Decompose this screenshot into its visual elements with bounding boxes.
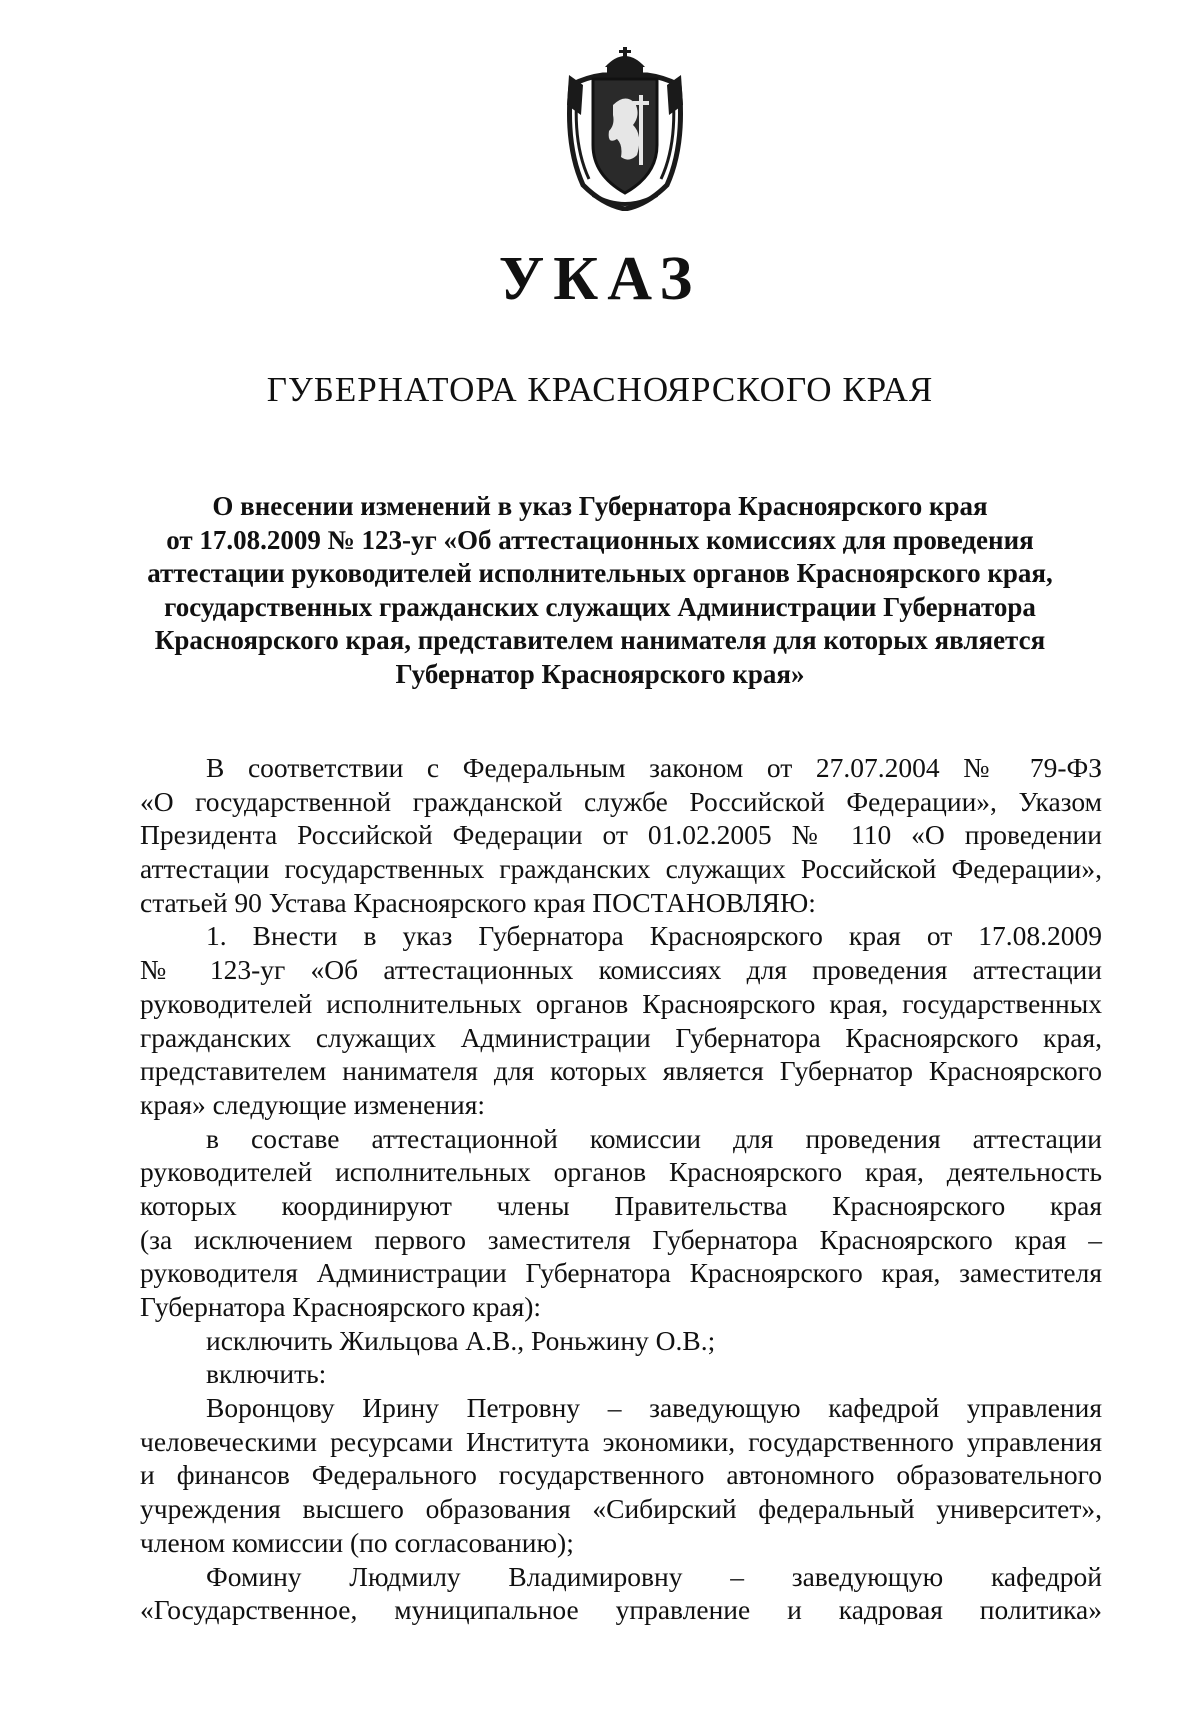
heading-line: от 17.08.2009 № 123-уг «Об аттестационных комиссиях для проведения (166, 524, 1034, 555)
body-line: «О государственной гражданской службе Российской Федерации», Указом (140, 785, 1102, 817)
heading-line: Красноярского края, представителем нанимателя для которых является (154, 625, 1046, 655)
document-body (140, 751, 1102, 1627)
body-line: в составе аттестационной комиссии для проведения аттестации (206, 1122, 1102, 1154)
body-line: В соответствии с Федеральным законом от 27.07.2004 № 79-ФЗ (206, 752, 1102, 783)
heading-line: аттестации руководителей исполнительных органов Красноярского края, (147, 558, 1053, 588)
body-line: Воронцову Ирину Петровну – заведующую кафедрой управления (206, 1392, 1102, 1424)
body-line: членом комиссии (по согласованию); (140, 1526, 574, 1558)
body-line: человеческими ресурсами Института экономики, государственного управления (140, 1425, 1102, 1457)
body-line: (за исключением первого заместителя Губернатора Красноярского края – (140, 1223, 1102, 1255)
body-line: руководителей исполнительных органов Красноярского края, деятельность (140, 1156, 1102, 1188)
body-line: которых координируют члены Правительства Красноярского края (140, 1189, 1102, 1221)
document-title: УКАЗ (498, 245, 702, 313)
body-line: и финансов Федерального государственного автономного образовательного (140, 1459, 1102, 1491)
heading-line: О внесении изменений в указ Губернатора Красноярского края (212, 491, 988, 521)
body-line: гражданских служащих Администрации Губернатора Красноярского края, (140, 1021, 1102, 1053)
body-line: 1. Внести в указ Губернатора Красноярского края от 17.08.2009 (206, 920, 1102, 952)
body-line: аттестации государственных гражданских служащих Российской Федерации», (140, 853, 1102, 885)
body-line: руководителей исполнительных органов Красноярского края, государственных (140, 987, 1102, 1019)
body-line: представителем нанимателя для которых является Губернатор Красноярского (140, 1055, 1102, 1087)
body-line: «Государственное, муниципальное управление и кадровая политика» (140, 1594, 1102, 1626)
body-line: Фомину Людмилу Владимировну – заведующую кафедрой (206, 1560, 1102, 1592)
heading-line: Губернатор Красноярского края» (395, 658, 805, 689)
body-line: № 123-уг «Об аттестационных комиссиях для проведения аттестации (140, 954, 1102, 986)
body-line: учреждения высшего образования «Сибирский федеральный университет», (140, 1493, 1102, 1525)
heading-line: государственных гражданских служащих Администрации Губернатора (164, 591, 1036, 622)
body-line: исключить Жильцова А.В., Роньжину О.В.; (206, 1324, 716, 1356)
body-line: Губернатора Красноярского края): (140, 1291, 542, 1322)
body-line: Президента Российской Федерации от 01.02.2005 № 110 «О проведении (140, 819, 1102, 851)
body-line: включить: (206, 1358, 327, 1390)
body-line: статьей 90 Устава Красноярского края ПОСТАНОВЛЯЮ: (140, 886, 816, 918)
document-subtitle: ГУБЕРНАТОРА КРАСНОЯРСКОГО КРАЯ (266, 370, 934, 409)
body-line: края» следующие изменения: (140, 1088, 486, 1120)
document-heading (130, 490, 1070, 691)
body-line: руководителя Администрации Губернатора Красноярского края, заместителя (140, 1257, 1102, 1289)
coat-of-arms-icon (563, 45, 687, 211)
